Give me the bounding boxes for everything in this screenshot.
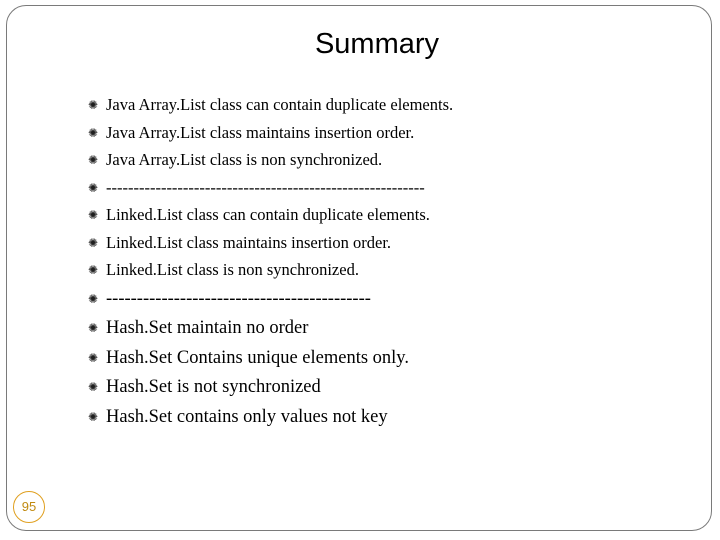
bullet-item bbox=[88, 232, 453, 260]
sun-ornament-icon: ✺ bbox=[88, 263, 99, 277]
bullet-text: Linked.List class is non synchronized. bbox=[106, 260, 359, 279]
sun-ornament-icon: ✺ bbox=[88, 291, 99, 306]
bullet-item bbox=[88, 94, 453, 122]
bullet-text: Java Array.List class is non synchronized. bbox=[106, 150, 383, 169]
sun-ornament-icon: ✺ bbox=[88, 180, 99, 195]
sun-ornament-icon: ✺ bbox=[88, 409, 99, 424]
bullet-item bbox=[88, 259, 453, 287]
sun-ornament-icon: ✺ bbox=[88, 125, 99, 140]
bullet-item bbox=[88, 149, 453, 177]
bullet-text: Hash.Set Contains unique elements only. bbox=[106, 347, 409, 368]
bullet-text: Java Array.List class can contain duplicate elements. bbox=[106, 95, 454, 114]
page-number-badge: 95 bbox=[13, 491, 45, 523]
bullet-text: ---------------------------------------------------------- bbox=[106, 177, 425, 197]
bullet-item bbox=[88, 346, 453, 376]
bullet-text: Hash.Set contains only values not key bbox=[106, 406, 388, 427]
bullet-item bbox=[88, 122, 453, 150]
sun-ornament-icon: ✺ bbox=[88, 208, 99, 222]
bullet-item bbox=[88, 287, 453, 317]
bullet-item bbox=[88, 405, 453, 435]
bullet-text: Linked.List class can contain duplicate elements. bbox=[106, 205, 430, 224]
bullet-item bbox=[88, 375, 453, 405]
sun-ornament-icon: ✺ bbox=[88, 235, 99, 250]
bullet-list bbox=[88, 94, 453, 434]
bullet-text: Linked.List class maintains insertion order. bbox=[106, 232, 392, 252]
sun-ornament-icon: ✺ bbox=[88, 321, 99, 335]
sun-ornament-icon: ✺ bbox=[88, 153, 99, 167]
sun-ornament-icon: ✺ bbox=[88, 380, 99, 394]
bullet-text: Java Array.List class maintains insertion order. bbox=[106, 122, 415, 142]
bullet-item bbox=[88, 316, 453, 346]
bullet-text: Hash.Set maintain no order bbox=[106, 318, 309, 338]
bullet-item bbox=[88, 177, 453, 205]
sun-ornament-icon: ✺ bbox=[88, 98, 99, 112]
slide-title: Summary bbox=[314, 28, 440, 60]
bullet-text: Hash.Set is not synchronized bbox=[106, 377, 321, 397]
sun-ornament-icon: ✺ bbox=[88, 350, 99, 365]
bullet-item bbox=[88, 204, 453, 232]
bullet-text: ------------------------------------------- bbox=[106, 288, 371, 309]
